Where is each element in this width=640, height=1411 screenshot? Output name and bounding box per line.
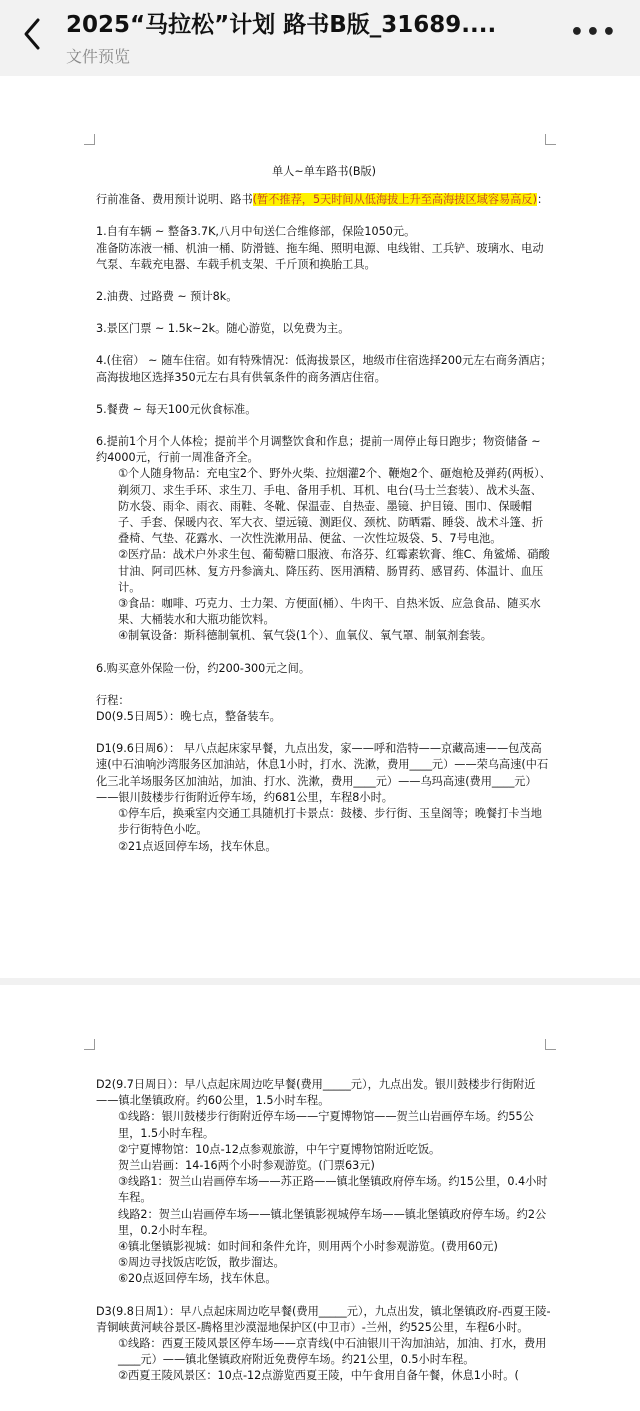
page-corner-mark	[84, 134, 95, 145]
back-arrow-icon[interactable]	[18, 14, 48, 54]
item-4: 4.(住宿） ~ 随车住宿。如有特殊情况：低海拔景区，地级市住宿选择200元左右商务酒店；高海拔地区选择350元左右具有供氧条件的商务酒店住宿。	[96, 354, 552, 384]
day-3-step-1: ①线路：西夏王陵风景区停车场——京青线(中石油银川干沟加油站，加油、打水，费用____元）——镇北堡镇政府附近免费停车场。约21公里，0.5小时车程。	[118, 1337, 547, 1367]
more-options-icon[interactable]: •••	[569, 20, 618, 45]
itinerary-label: 行程：	[96, 693, 130, 707]
day-2-step-1: ①线路：银川鼓楼步行街附近停车场——宁夏博物馆——贺兰山岩画停车场。约55公里，1.5小时车程。	[118, 1110, 534, 1140]
day-0: D0(9.5日周5）：晚七点，整备装车。	[96, 710, 281, 724]
item-1: 1.自有车辆 ~ 整备3.7K,八月中旬送仁合维修部，保险1050元。	[96, 225, 416, 239]
item-3: 3.景区门票 ~ 1.5k~2k。随心游览，以免费为主。	[96, 322, 350, 336]
day-1-step-1: ①停车后，换乘室内交通工具随机打卡景点：鼓楼、步行街、玉皇阁等；晚餐打卡当地步行街特色小吃。	[118, 807, 542, 837]
intro-paragraph	[96, 192, 552, 208]
item-6-medical: ②医疗品：战术户外求生包、葡萄糖口服液、布洛芬、红霉素软膏、维C、角鲨烯、硝酸甘油、阿司匹林、复方丹参滴丸、降压药、医用酒精、肠胃药、感冒药、体温计、血压计。	[118, 548, 550, 594]
item-1-details: 准备防冻液一桶、机油一桶、防滑链、拖车绳、照明电源、电线钳、工兵铲、玻璃水、电动气泵、车载充电器、车载手机支架、千斤顶和换胎工具。	[96, 241, 544, 271]
page-corner-mark	[545, 134, 556, 145]
intro-highlight: (暂不推荐，5天时间从低海拔上升至高海拔区域容易高反)	[252, 193, 537, 207]
day-2-step-3b: 线路2：贺兰山岩画停车场——镇北堡镇影视城停车场——镇北堡镇政府停车场。约2公里，0.2小时车程。	[118, 1207, 547, 1237]
item-6: 6.提前1个月个人体检；提前半个月调整饮食和作息；提前一周停止每日跑步；物资储备 ~ 约4000元，行前一周准备齐全。	[96, 435, 545, 465]
day-2-step-4: ④镇北堡镇影视城：如时间和条件允许，则用两个小时参观游览。(费用60元)	[118, 1240, 498, 1254]
file-title: 2025“马拉松”计划 路书B版_31689....	[66, 12, 497, 38]
file-subtitle: 文件预览	[66, 47, 131, 66]
page-1-content	[96, 164, 552, 855]
day-2: D2(9.7日周日）：早八点起床周边吃早餐(费用_____元），九点出发。银川鼓楼步行街附近——镇北堡镇政府。约60公里，1.5小时车程。	[96, 1078, 536, 1108]
document-page-2	[0, 985, 640, 1411]
intro-tail: ：	[537, 193, 549, 207]
day-2-step-2b: 贺兰山岩画：14-16两个小时参观游览。(门票63元)	[118, 1159, 375, 1173]
intro-text: 行前准备、费用预计说明、路书	[96, 193, 253, 207]
item-2: 2.油费、过路费 ~ 预计8k。	[96, 290, 238, 304]
document-page-1	[0, 76, 640, 978]
item-insurance: 6.购买意外保险一份，约200-300元之间。	[96, 661, 311, 675]
day-2-step-3: ③线路1：贺兰山岩画停车场——苏正路——镇北堡镇政府停车场。约15公里，0.4小时车程。	[118, 1175, 548, 1205]
item-5: 5.餐费 ~ 每天100元伙食标准。	[96, 402, 257, 416]
item-6-personal: ①个人随身物品：充电宝2个、野外火柴、拉烟灌2个、鞭炮2个、砸炮枪及弹药(两板）、剃须刀、求生手环、求生刀、手电、备用手机、耳机、电台(马士兰套装）、战术头盔、防水袋、雨伞、雨衣、雨鞋、冬靴、保温壶、自热壶、墨镜、护目镜、围巾、保暖帽子、手套、保暖内衣、军大衣、望远镜、测距仪、颈枕、防晒霜、睡袋、战术斗篷、折叠椅、气垫、花露水、一次性洗漱用品、便盆、一次性垃圾袋、5、7号电池。	[118, 467, 551, 546]
document-title: 单人~单车路书(B版)	[271, 165, 377, 178]
day-3: D3(9.8日周1）：早八点起床周边吃早餐(费用_____元），九点出发，镇北堡镇政府-西夏王陵-青铜峡黄河峡谷景区-腾格里沙漠湿地保护区(中卫市）-兰州，约525公里，车程6小时。	[96, 1304, 551, 1334]
top-bar	[0, 0, 640, 76]
day-1: D1(9.6日周6）： 早八点起床家早餐，九点出发，家——呼和浩特——京藏高速——包茂高速(中石油响沙湾服务区加油站，休息1小时，打水、洗漱，费用____元）——荣乌高速(中石化三北羊场服务区加油站，加油、打水、洗漱，费用____元）——乌玛高速(费用____元）——银川鼓楼步行街附近停车场，约681公里，车程8小时。	[96, 742, 549, 804]
day-2-step-5: ⑤周边寻找饭店吃饭，散步溜达。	[118, 1256, 285, 1270]
day-2-step-6: ⑥20点返回停车场，找车休息。	[118, 1272, 277, 1286]
day-1-step-2: ②21点返回停车场，找车休息。	[118, 839, 277, 853]
page-corner-mark	[545, 1039, 556, 1050]
page-corner-mark	[84, 1039, 95, 1050]
page-2-content	[96, 1077, 552, 1385]
item-6-oxygen: ④制氧设备：斯科德制氧机、氧气袋(1个）、血氧仪、氧气罩、制氧剂套装。	[118, 629, 492, 643]
day-2-step-2: ②宁夏博物馆：10点-12点参观旅游，中午宁夏博物馆附近吃饭。	[118, 1142, 441, 1156]
item-6-food: ③食品：咖啡、巧克力、士力架、方便面(桶）、牛肉干、自热米饭、应急食品、随买水果、大桶装水和大瓶功能饮料。	[118, 597, 541, 627]
day-3-step-2: ②西夏王陵风景区：10点-12点游览西夏王陵，中午食用自备午餐，休息1小时。(	[118, 1369, 519, 1383]
